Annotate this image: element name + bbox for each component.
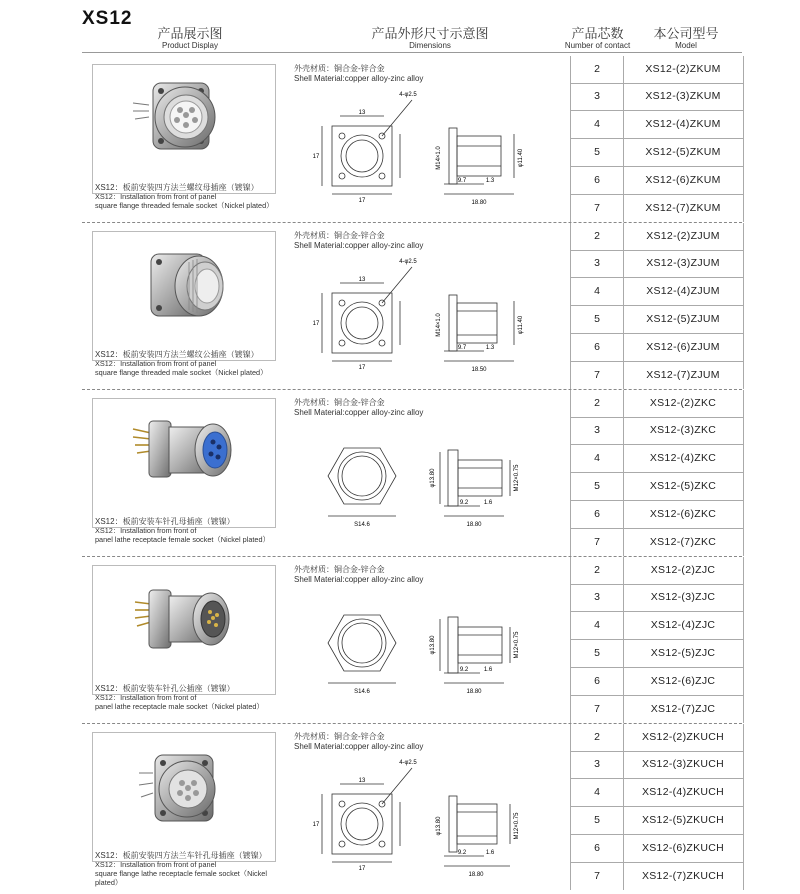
dim-label: 1.6 [483, 500, 493, 506]
square-flange-female-socket-photo [93, 65, 275, 193]
dim-label: M12×0.75 [514, 812, 520, 840]
contact-count: 2 [571, 390, 624, 417]
contact-count: 4 [571, 278, 624, 305]
header-en: Product Display [161, 41, 219, 50]
shell-material-zh: 外壳材质：铜合金-锌合金 [294, 398, 385, 407]
dim-label: 1.6 [483, 667, 493, 673]
product-row [82, 724, 742, 890]
dimension-drawing [304, 86, 550, 212]
header-en: Dimensions [409, 41, 451, 50]
shell-material-zh: 外壳材质：铜合金-锌合金 [294, 565, 385, 574]
table-row [571, 612, 743, 640]
model-number: XS12-(6)ZKUM [645, 174, 721, 186]
model-number: XS12-(5)ZJUM [646, 313, 720, 325]
contact-count: 5 [571, 306, 624, 333]
table-row [571, 167, 743, 195]
table-row [571, 807, 743, 835]
dim-label: φ11.40 [518, 148, 524, 168]
dim-label: φ13.80 [436, 816, 442, 836]
contact-count: 2 [571, 557, 624, 584]
table-row [571, 473, 743, 501]
contact-count: 4 [571, 111, 624, 138]
model-number: XS12-(7)ZKC [649, 536, 717, 548]
product-photo [92, 64, 276, 194]
table-row [571, 696, 743, 723]
caption-zh: XS12：板前安装四方法兰螺纹母插座（镀镍） [95, 183, 259, 192]
contact-count: 4 [571, 779, 624, 806]
dim-label: 9.2 [457, 850, 467, 856]
caption-zh: XS12：板前安装车针孔母插座（镀镍） [95, 517, 235, 526]
model-number: XS12-(3)ZJC [650, 591, 716, 603]
model-number: XS12-(7)ZKUM [645, 202, 721, 214]
dim-label: 17 [312, 154, 320, 160]
lathe-female-socket-photo [93, 399, 275, 527]
square-flange-lathe-female-socket-photo [93, 733, 275, 861]
table-row [571, 56, 743, 84]
header-zh: 产品外形尺寸示意图 [371, 26, 489, 41]
table-row [571, 390, 743, 418]
table-row [571, 668, 743, 696]
table-row [571, 584, 743, 612]
caption-en-line1: XS12：Installation from front of [95, 693, 197, 702]
contact-count: 5 [571, 473, 624, 500]
dim-label: M14×1.0 [436, 313, 442, 337]
dim-label: 13 [358, 110, 366, 116]
model-number: XS12-(6)ZKUCH [641, 842, 725, 854]
product-caption [95, 517, 285, 544]
contact-count: 3 [571, 751, 624, 778]
table-row [571, 139, 743, 167]
dim-label: 4-φ2.5 [399, 259, 417, 265]
table-row [571, 640, 743, 668]
dim-label: M12×0.75 [514, 464, 520, 492]
shell-material-zh: 外壳材质：铜合金-锌合金 [294, 231, 385, 240]
dim-label: S14.6 [354, 522, 370, 528]
model-number: XS12-(2)ZJC [650, 564, 716, 576]
header-product-display [130, 27, 250, 50]
shell-material [294, 231, 423, 251]
contact-count: 2 [571, 56, 624, 83]
product-photo [92, 231, 276, 361]
contact-count: 6 [571, 501, 624, 528]
model-table [570, 56, 744, 222]
dim-label: 18.80 [471, 200, 487, 206]
table-row [571, 195, 743, 222]
contact-count: 5 [571, 139, 624, 166]
header-zh: 产品展示图 [157, 26, 223, 41]
table-row [571, 863, 743, 890]
header-zh: 本公司型号 [653, 26, 719, 41]
shell-material [294, 732, 423, 752]
product-caption [95, 183, 285, 210]
model-table [570, 557, 744, 723]
product-caption [95, 350, 285, 377]
contact-count: 3 [571, 83, 624, 110]
table-row [571, 557, 743, 585]
shell-material-zh: 外壳材质：铜合金-锌合金 [294, 732, 385, 741]
contact-count: 6 [571, 334, 624, 361]
dim-label: 17 [358, 198, 366, 204]
dim-label: 9.2 [459, 667, 469, 673]
table-row [571, 724, 743, 752]
shell-material [294, 64, 423, 84]
product-photo [92, 565, 276, 695]
header-contacts [560, 27, 635, 50]
product-caption [95, 851, 285, 887]
model-number: XS12-(3)ZKUCH [641, 758, 725, 770]
model-number: XS12-(6)ZJUM [646, 341, 720, 353]
header-dimensions [360, 27, 500, 50]
contact-count: 7 [571, 696, 624, 723]
dim-label: 18.80 [466, 522, 482, 528]
dimension-drawing [304, 587, 550, 713]
dim-label: 1.3 [485, 345, 495, 351]
dimension-drawing [304, 754, 550, 880]
dim-label: 9.7 [457, 178, 467, 184]
table-row [571, 223, 743, 251]
table-row [571, 445, 743, 473]
dim-label: φ13.80 [430, 635, 436, 655]
model-number: XS12-(5)ZJC [650, 647, 716, 659]
model-number: XS12-(2)ZJUM [646, 230, 720, 242]
model-number: XS12-(5)ZKUM [645, 146, 721, 158]
product-caption [95, 684, 285, 711]
product-row [82, 557, 742, 723]
model-number: XS12-(7)ZJC [650, 703, 716, 715]
caption-en-line1: XS12：Installation from front of panel [95, 359, 217, 368]
model-number: XS12-(5)ZKUCH [641, 814, 725, 826]
shell-material-en: Shell Material:copper alloy-zinc alloy [294, 74, 424, 83]
dim-label: 4-φ2.5 [399, 92, 417, 98]
dim-label: 1.6 [485, 850, 495, 856]
table-row [571, 306, 743, 334]
product-row [82, 223, 742, 389]
model-number: XS12-(2)ZKC [649, 397, 717, 409]
table-row [571, 779, 743, 807]
table-row [571, 83, 743, 111]
dim-label: 17 [358, 365, 366, 371]
shell-material-zh: 外壳材质：铜合金-锌合金 [294, 64, 385, 73]
product-row [82, 56, 742, 222]
model-number: XS12-(2)ZKUM [645, 63, 721, 75]
header-en: Number of contact [564, 41, 631, 50]
caption-en-line2: square flange threaded male socket（Nickel plated） [95, 368, 268, 377]
dim-label: 9.2 [459, 500, 469, 506]
caption-zh: XS12：板前安装四方法兰车针孔母插座（镀镍） [95, 851, 267, 860]
shell-material [294, 398, 423, 418]
table-row [571, 835, 743, 863]
model-number: XS12-(7)ZKUCH [641, 870, 725, 882]
table-row [571, 501, 743, 529]
shell-material-en: Shell Material:copper alloy-zinc alloy [294, 408, 424, 417]
dim-label: φ13.80 [430, 468, 436, 488]
model-number: XS12-(4)ZKC [649, 452, 717, 464]
shell-material-en: Shell Material:copper alloy-zinc alloy [294, 241, 424, 250]
model-number: XS12-(7)ZJUM [646, 369, 720, 381]
model-number: XS12-(6)ZJC [650, 675, 716, 687]
contact-count: 2 [571, 724, 624, 751]
header-divider [82, 52, 742, 53]
model-number: XS12-(3)ZKUM [645, 90, 721, 102]
model-number: XS12-(2)ZKUCH [641, 731, 725, 743]
product-photo [92, 732, 276, 862]
contact-count: 3 [571, 417, 624, 444]
contact-count: 4 [571, 612, 624, 639]
contact-count: 6 [571, 167, 624, 194]
shell-material-en: Shell Material:copper alloy-zinc alloy [294, 742, 424, 751]
table-row [571, 334, 743, 362]
caption-en-line2: square flange lathe receptacle female socket（Nickel plated） [95, 869, 267, 887]
contact-count: 7 [571, 362, 624, 389]
model-number: XS12-(4)ZKUM [645, 118, 721, 130]
contact-count: 7 [571, 195, 624, 222]
dim-label: 17 [358, 866, 366, 872]
dim-label: 18.80 [468, 872, 484, 878]
dim-label: 18.80 [466, 689, 482, 695]
lathe-male-socket-photo [93, 566, 275, 694]
table-row [571, 417, 743, 445]
model-number: XS12-(5)ZKC [649, 480, 717, 492]
dim-label: M12×0.75 [514, 631, 520, 659]
contact-count: 6 [571, 835, 624, 862]
contact-count: 6 [571, 668, 624, 695]
contact-count: 5 [571, 807, 624, 834]
table-row [571, 111, 743, 139]
model-table [570, 390, 744, 556]
contact-count: 3 [571, 250, 624, 277]
model-table [570, 724, 744, 890]
product-photo [92, 398, 276, 528]
contact-count: 7 [571, 863, 624, 890]
model-number: XS12-(4)ZJC [650, 619, 716, 631]
square-flange-male-socket-photo [93, 232, 275, 360]
dim-label: M14×1.0 [436, 146, 442, 170]
contact-count: 3 [571, 584, 624, 611]
shell-material-en: Shell Material:copper alloy-zinc alloy [294, 575, 424, 584]
contact-count: 4 [571, 445, 624, 472]
caption-en-line2: panel lathe receptacle male socket（Nickel plated） [95, 702, 264, 711]
dimension-drawing [304, 420, 550, 546]
dim-label: 13 [358, 277, 366, 283]
dim-label: 17 [312, 822, 320, 828]
dim-label: φ11.40 [518, 315, 524, 335]
contact-count: 5 [571, 640, 624, 667]
caption-en-line1: XS12：Installation from front of panel [95, 860, 217, 869]
model-table [570, 223, 744, 389]
page-title: XS12 [82, 8, 133, 29]
model-number: XS12-(6)ZKC [649, 508, 717, 520]
table-row [571, 529, 743, 556]
model-number: XS12-(3)ZKC [649, 424, 717, 436]
caption-en-line2: panel lathe receptacle female socket（Nickel plated） [95, 535, 270, 544]
dim-label: 17 [312, 321, 320, 327]
header-zh: 产品芯数 [571, 26, 624, 41]
product-row [82, 390, 742, 556]
dim-label: 9.7 [457, 345, 467, 351]
contact-count: 2 [571, 223, 624, 250]
dim-label: 18.50 [471, 367, 487, 373]
dim-label: S14.6 [354, 689, 370, 695]
model-number: XS12-(3)ZJUM [646, 257, 720, 269]
dim-label: 4-φ2.5 [399, 760, 417, 766]
caption-zh: XS12：板前安装四方法兰螺纹公插座（镀镍） [95, 350, 259, 359]
contact-count: 7 [571, 529, 624, 556]
table-row [571, 250, 743, 278]
caption-en-line2: square flange threaded female socket（Nickel plated） [95, 201, 274, 210]
header-model [636, 27, 736, 50]
dimension-drawing [304, 253, 550, 379]
caption-zh: XS12：板前安装车针孔公插座（镀镍） [95, 684, 235, 693]
table-row [571, 362, 743, 389]
model-number: XS12-(4)ZKUCH [641, 786, 725, 798]
caption-en-line1: XS12：Installation from front of panel [95, 192, 217, 201]
table-row [571, 751, 743, 779]
header-en: Model [675, 41, 697, 50]
caption-en-line1: XS12：Installation from front of [95, 526, 197, 535]
shell-material [294, 565, 423, 585]
dim-label: 1.3 [485, 178, 495, 184]
dim-label: 13 [358, 778, 366, 784]
model-number: XS12-(4)ZJUM [646, 285, 720, 297]
table-row [571, 278, 743, 306]
